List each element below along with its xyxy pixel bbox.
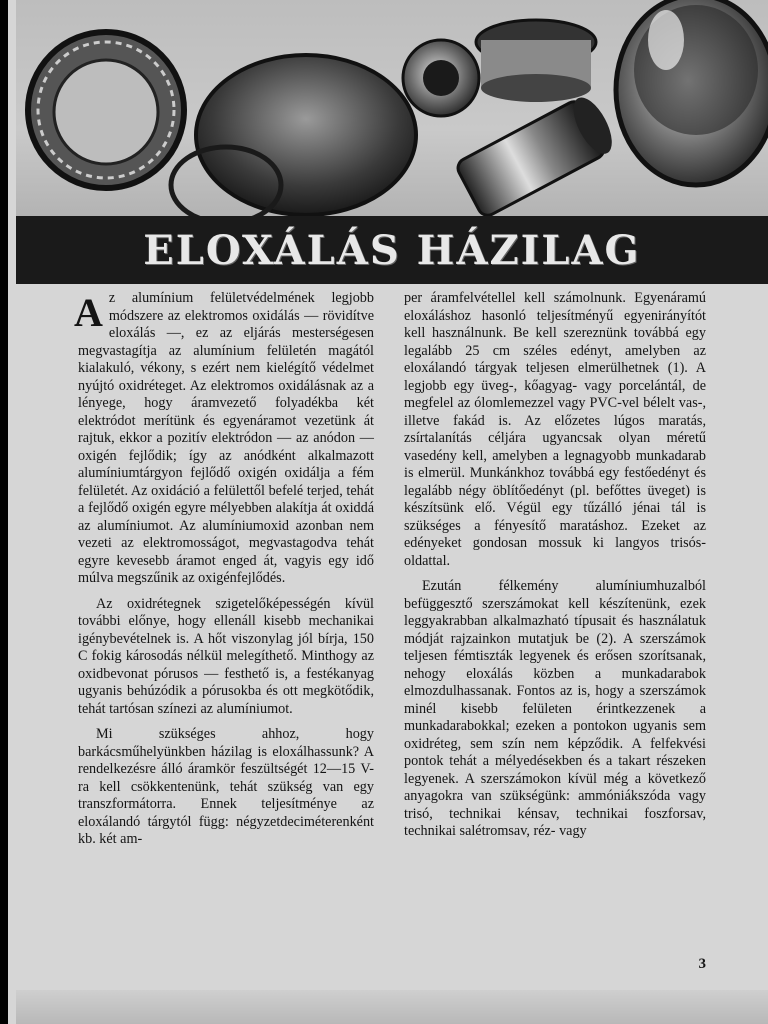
paragraph-3: Mi szükséges ahhoz, hogy barkácsműhelyünkben házilag is eloxálhassunk? A rendelkezésre álló áramkör feszültségét 12—15 V-ra kell csökkentenünk, tehát szükség van egy transzformátorra. Ennek teljesítménye az eloxálandó tárgytól függ: négyzetdeciméterenként kb. két am- — [78, 726, 374, 847]
header-photo — [16, 0, 768, 216]
title-band — [16, 216, 768, 284]
aluminium-objects-image — [16, 0, 768, 216]
page-number: 3 — [698, 956, 706, 972]
article-title: ELOXÁLÁS HÁZILAG — [143, 226, 641, 274]
paragraph-2: Az oxidrétegnek szigetelőképességén kívül további előnye, hogy ellenáll kisebb mechanikai igénybevételnek is. A hőt viszonylag jól bírja, 150 C fokig károsodás nélkül melegíthető. Minthogy az oxidbevonat pórusos — festhető is, a festékanyag ugyanis behúzódik a pórusokba és ott megkötődik, tehát tartósan színezi az alumíniumot. — [78, 595, 374, 717]
page-bottom-edge — [16, 990, 768, 1024]
paragraph-1 — [74, 290, 374, 588]
paragraph-5: Ezután félkemény alumíniumhuzalból befüggesztő szerszámokat kell készítenünk, ezek leggyakrabban alkalmazható típusait és használatuk módját rajzainkon mutatjuk be (2). A szerszámok teljesen fémtiszták legyenek és erősen szorítsanak, nehogy eloxálás közben a munkadarabok elmozdulhassanak. Fontos az is, hogy a szerszámok minél kisebb felületen érintkezzenek a munkadarabokkal; ezeken a pontokon ugyanis sem oxidréteg, sem szín nem képződik. A felfekvési pontok tehát a mélyedésekben és a takart részeken legyenek. A szerszámokon kívül még a következő anyagokra van szükségünk: ammóniákszóda vagy trisó, technikai kénsav, technikai foszforsav, technikai salétromsav, réz- vagy — [404, 578, 706, 839]
dark-bowl — [196, 55, 416, 215]
magazine-page — [8, 0, 768, 1024]
drop-cap: A — [74, 290, 103, 335]
cylinder-can — [455, 92, 620, 216]
left-column — [74, 290, 374, 857]
paragraph-1-text: z alumínium felületvédelmének legjobb módszere az elektromos oxidálás — rövidítve eloxálás —, ez az eljárás mesterségesen megvastagítja az alumínium felületén magától kialakuló, vékony, s ezért nem kielégítő védelmet nyújtó oxidréteget. Az elektromos oxidálásnak az a lényege, hogy áramvezető folyadékba két elektródot merítünk és egyenáramot vezetünk át rajtuk, ekkor a pozitív elektródon — az anódon — oxigén fejlődik; így az anódként alkalmazott alumíniumtárgyon fejlődő oxigén oxidálja a fém felületét. Az oxidáció a felülettől befelé terjed, tehát a fejlődő oxigén egyre mélyebben alakítja át oxiddá az alumíniumot. Az alumíniumoxid azonban nem vezeti az elektromosságot, megvastagodva tehát egyre kevesebb áramot enged át, vagyis egy idő múlva megszűnik az oxigénfejlődés. — [78, 290, 374, 586]
right-column — [404, 290, 706, 849]
paragraph-4: per áramfelvétellel kell számolnunk. Egyenáramú eloxáláshoz hasonló teljesítményű egyenirányítót kell használnunk. Be kell szereznünk továbbá egy legalább 25 cm széles edényt, amelyben az eloxálandó tárgyak teljesen elmerülhetnek (1). A legjobb egy üveg-, kőagyag- vagy porcelántál, de megfelel az ólomlemezzel vagy PVC-vel bélelt vas-, illetve fakád is. Az előzetes lúgos maratás, zsírtalanítás céljára ugyancsak olyan méretű vasedény kell, amelyben a legnagyobb munkadarab is elmerül. Munkánkhoz továbbá egy festőedényt és legalább négy öblítőedényt (pl. befőttes üveget) is készítsünk elő. Végül egy tűzálló jénai tál is szükséges a fényesítő maratáshoz. Ezeket az edényeket gondosan mossuk ki langyos trisós-oldattal. — [404, 290, 706, 569]
